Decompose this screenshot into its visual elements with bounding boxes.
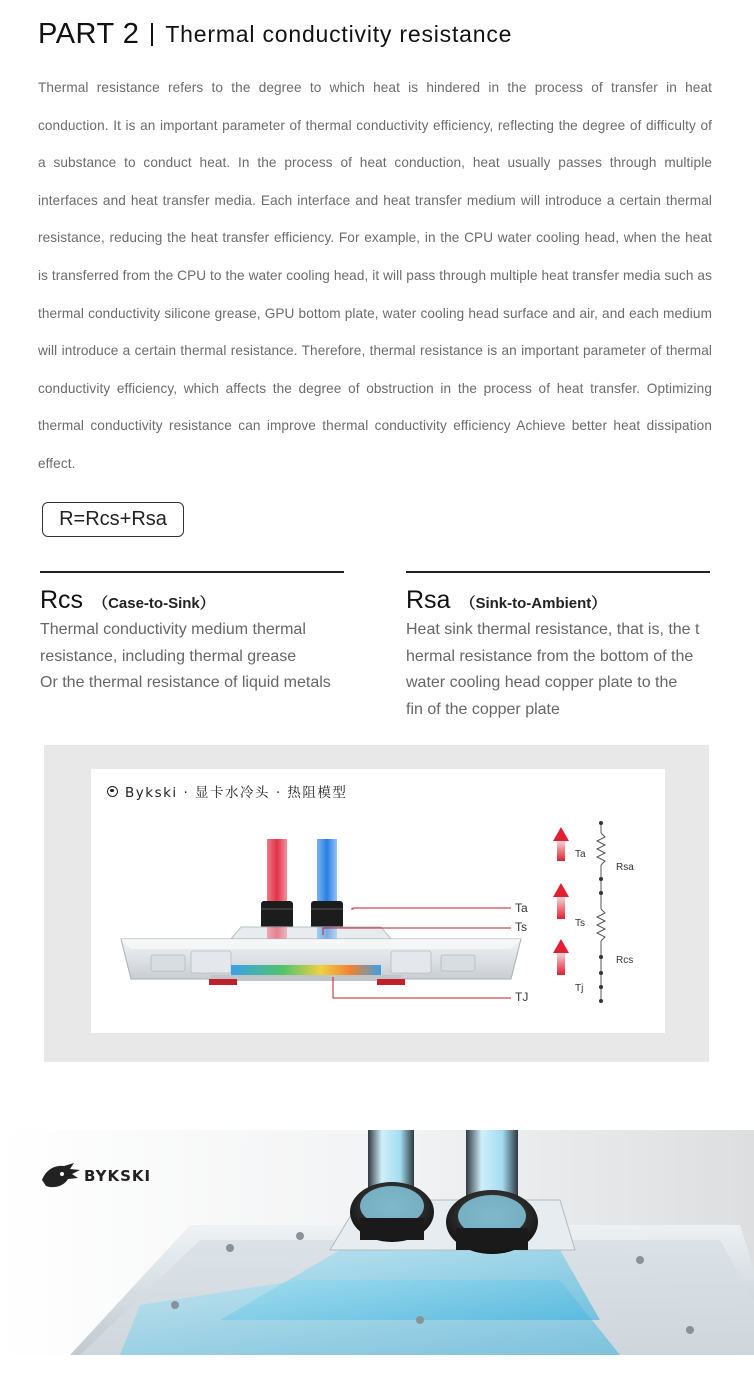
inlet-fitting: [261, 901, 293, 929]
rsa-symbol: Rsa: [406, 586, 451, 614]
rsa-name: （Sink-to-Ambient）: [460, 595, 607, 612]
rcs-line: Thermal conductivity medium thermal: [40, 621, 306, 638]
rcs-description: [40, 617, 344, 697]
heat-arrow-bottom: [553, 939, 569, 975]
rsa-divider: [406, 571, 710, 573]
heat-arrow-middle: [553, 883, 569, 919]
chain-ts-label: Ts: [575, 918, 585, 929]
dragon-head-icon: [40, 1162, 82, 1190]
rsa-line: Heat sink thermal resistance, that is, the t: [406, 621, 700, 638]
rsa-description: [406, 617, 710, 723]
rsa-line: hermal resistance from the bottom of the: [406, 647, 694, 665]
callout-tj-label: TJ: [515, 990, 529, 1004]
thermal-model-figure: [91, 769, 665, 1033]
chain-ta-label: Ta: [575, 849, 586, 860]
rsa-heading: [406, 586, 710, 615]
rcs-symbol: Rcs: [40, 586, 84, 614]
section-subtitle: Thermal conductivity resistance: [165, 20, 513, 47]
chain-tj-label: Tj: [575, 983, 584, 994]
formula-box: R=Rcs+Rsa: [42, 502, 184, 537]
rcs-heading: [40, 586, 344, 615]
heat-arrow-top: [553, 827, 569, 861]
rsa-line: fin of the copper plate: [406, 700, 560, 718]
block-top: [231, 927, 391, 939]
chain-rsa-label: Rsa: [616, 862, 634, 873]
callout-ta-label: Ta: [515, 901, 528, 915]
rcs-section: [40, 571, 344, 697]
intro-paragraph: Thermal resistance refers to the degree to which heat is hindered in the process of transfer in heat conduction. It is an important parameter of thermal conductivity efficiency, reflecting the degree of difficulty of a substance to conduct heat. In the process of heat conduction, heat usually passes through multiple interfaces and heat transfer media. Each interface and heat transfer medium will introduce a certain thermal resistance, reducing the heat transfer efficiency. For example, in the CPU water cooling head, when the heat is transferred from the CPU to the water cooling head, it will pass through multiple heat transfer media such as thermal conductivity silicone grease, GPU bottom plate, water cooling head surface and air, and each medium will introduce a certain thermal resistance. Therefore, thermal resistance is an important parameter of thermal conductivity efficiency, which affects the degree of obstruction in the process of heat transfer. Optimizing thermal conductivity resistance can improve thermal conductivity efficiency Achieve better heat dissipation effect.: [38, 80, 712, 471]
rcs-divider: [40, 571, 344, 573]
callout-ts-label: Ts: [515, 920, 527, 934]
rcs-line: Or the thermal resistance of liquid metals: [40, 674, 331, 691]
rcs-line: resistance, including thermal grease: [40, 647, 297, 665]
gpu-core: [231, 965, 381, 975]
figure-panel: [44, 745, 709, 1062]
outlet-fitting: [311, 901, 343, 929]
figure-title: Bykski · 显卡水冷头 · 热阻模型: [107, 781, 347, 801]
chain-rcs-label: Rcs: [616, 955, 634, 966]
target-icon: [107, 786, 118, 797]
part-label: PART 2: [38, 17, 140, 50]
page-title: [38, 16, 512, 52]
callout-line-ta: [351, 908, 511, 909]
rsa-line: water cooling head copper plate to the: [406, 674, 678, 691]
rsa-section: [406, 571, 710, 723]
bykski-logo: [40, 1162, 151, 1190]
logo-wordmark: BYKSKI: [84, 1167, 152, 1185]
rcs-name: （Case-to-Sink）: [93, 595, 215, 612]
title-divider: [151, 23, 153, 46]
